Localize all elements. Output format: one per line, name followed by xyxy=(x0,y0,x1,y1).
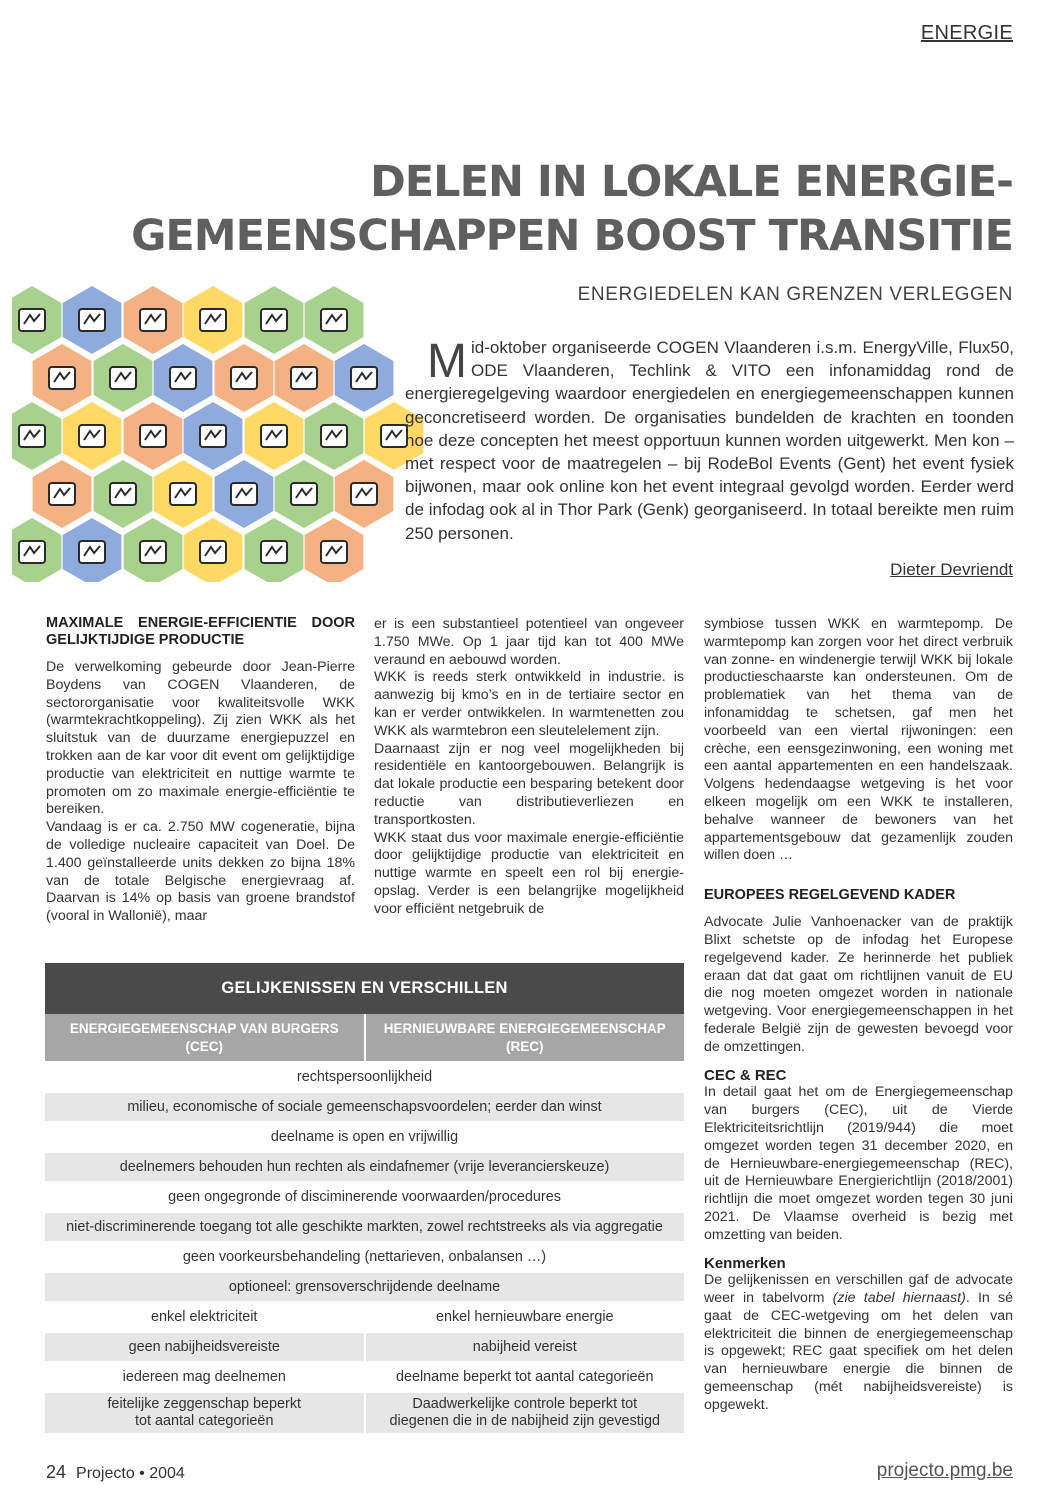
table-row-shared: rechtspersoonlijkheid xyxy=(45,1062,684,1092)
paragraph xyxy=(704,1272,1013,1414)
issue-label: Projecto • 2004 xyxy=(76,1465,185,1482)
drop-cap: M xyxy=(427,335,467,388)
title-line-2: GEMEENSCHAPPEN BOOST TRANSITIE xyxy=(131,211,1013,261)
paragraph: Daarnaast zijn er nog veel mogelijkheden bij residentiële en kantoorgebouwen. Belangrijk is dat lokale productie een besparing betekent door reductie van distributieverliezen en transportkosten. xyxy=(374,740,684,828)
office-building-icon xyxy=(275,344,334,412)
greenhouse-icon xyxy=(12,518,61,582)
heading-kenmerken: Kenmerken xyxy=(704,1254,786,1272)
paragraph: Advocate Julie Vanhoenacker van de praktijk Blixt schetste op de infodag het Europese regelgevend kader. Ze herinnerde het publiek eraan dat dat gaat om richtlijnen vanuit de EU die nog moeten omgezet worden in nationale wetgeving. Voor energiegemeenschappen in het federale België zijn de gewesten bevoegd voor de omzettingen. xyxy=(704,914,1013,1055)
refinery-icon xyxy=(94,460,153,528)
article-subtitle: ENERGIEDELEN KAN GRENZEN VERLEGGEN xyxy=(577,284,1013,305)
paragraph: WKK is reeds sterk ontwikkeld in industrie. is aanwezig bij kmo’s en in de tertiaire sector en kan er verder ontwikkelen. In warmtenetten zou WKK als warmtebron een sleutelelement zijn. xyxy=(374,669,684,739)
water-icon xyxy=(63,286,122,354)
solar-house-icon xyxy=(184,518,243,582)
ev-charging-icon xyxy=(94,344,153,412)
paragraph: WKK staat dus voor maximale energie-efficiëntie door gelijktijdige productie van elektriciteit en nuttige warmte en speelt een rol bij energie-opslag. Verder is een belangrijke mogelijkheid voor efficiënt netgebruik de xyxy=(374,829,684,917)
boiler-icon xyxy=(33,344,92,412)
column-3 xyxy=(704,616,1013,1415)
table-cell-cec: iedereen mag deelnemen xyxy=(45,1362,365,1392)
paragraph: er is een substantieel potentieel van ongeveer 1.750 MWe. Op 1 jaar tijd kan tot 400 MWe veraund en aebouwd worden. xyxy=(374,616,684,668)
battery-low-icon xyxy=(63,402,122,470)
table-row-shared: milieu, economische of sociale gemeenschapsvoordelen; eerder dan winst xyxy=(45,1092,684,1122)
title-line-1: DELEN IN LOKALE ENERGIE- xyxy=(370,157,1013,207)
house-sun-icon xyxy=(215,344,274,412)
energy-cycle-icon xyxy=(124,402,183,470)
article-title xyxy=(113,155,1013,263)
page-number: 24 xyxy=(46,1462,67,1482)
footer-url-link[interactable]: projecto.pmg.be xyxy=(876,1460,1013,1481)
text-span: . In sé gaat de CEC-wetgeving om het delen van elektriciteit die binnen de energiegemeenschap is opgewekt; REC gaat specifiek om het delen van hernieuwbare energie die binnen de gemeenschap (mét nabijheidsvereiste) is opgewekt. xyxy=(704,1290,1013,1413)
tram-icon xyxy=(275,460,334,528)
home-icon xyxy=(245,518,304,582)
radiator-icon xyxy=(305,518,364,582)
paragraph: In detail gaat het om de Energiegemeenschap van burgers (CEC), uit de Vierde Elektriciteitsrichtlijn (2019/944) die moet omgezet worden tegen 31 december 2020, en de Hernieuwbare-energiegemeenschap (REC), uit de Hernieuwbare Energierichtlijn (2018/2001) richtlijn die moet omgezet worden tegen 30 juni 2021. De Vlaamse overheid is bezig met omzetting van beiden. xyxy=(704,1084,1013,1243)
intro-paragraph xyxy=(405,336,1014,545)
factory-icon xyxy=(33,460,92,528)
table-reference: (zie tabel hiernaast) xyxy=(832,1290,966,1307)
column-header-cec: ENERGIEGEMEENSCHAP VAN BURGERS (CEC) xyxy=(45,1014,365,1062)
heading-european-framework: EUROPEES REGELGEVEND KADER xyxy=(704,887,956,904)
battery-icon xyxy=(12,286,61,354)
hexagon-icon-grid xyxy=(12,286,432,582)
table-row-shared: deelname is open en vrijwillig xyxy=(45,1122,684,1152)
author-byline: Dieter Devriendt xyxy=(890,560,1013,579)
table-row-shared: geen voorkeursbehandeling (nettarieven, onbalansen …) xyxy=(45,1242,684,1272)
solar-panel-icon xyxy=(154,344,213,412)
bolt-icon xyxy=(305,402,364,470)
wind-turbine-icon xyxy=(215,460,274,528)
bolt-icon xyxy=(184,286,243,354)
battery-icon xyxy=(63,518,122,582)
hexagon-icon-illustration xyxy=(12,286,432,582)
paragraph: Vandaag is er ca. 2.750 MW cogeneratie, bijna de volledige nucleaire capaciteit van Doel. De 1.400 geïnstalleerde units dekken zo bijna 18% van de totale Belgische energievraag af. Daarvan is 14% op basis van groene brandstof (vooral in Wallonië), maar xyxy=(46,819,355,925)
column-2 xyxy=(374,616,684,919)
table-cell-rec: deelname beperkt tot aantal categorieën xyxy=(365,1362,685,1392)
table-row-shared: geen ongegronde of disciminerende voorwaarden/procedures xyxy=(45,1182,684,1212)
shop-icon xyxy=(335,344,394,412)
comparison-table xyxy=(45,963,684,1433)
column-1 xyxy=(46,615,355,926)
footer-left xyxy=(46,1462,185,1483)
heading-efficiency: MAXIMALE ENERGIE-EFFICIENTIE DOOR GELIJKTIJDIGE PRODUCTIE xyxy=(46,615,355,648)
heading-cec-rec: CEC & REC xyxy=(704,1066,787,1084)
bank-icon xyxy=(124,286,183,354)
lightning-icon xyxy=(184,402,243,470)
table-cell-cec: geen nabijheidsvereiste xyxy=(45,1332,365,1362)
electric-car-icon xyxy=(245,402,304,470)
table-title: GELIJKENISSEN EN VERSCHILLEN xyxy=(45,963,684,1014)
paragraph: symbiose tussen WKK en warmtepomp. De warmtepomp kan zorgen voor het direct verbruik van zonne- en windenergie terwijl WKK bij lokale productieschaarste kan ondersteunen. Om de problematiek van het thema van de infonamiddag te schetsen, gaf men het voorbeeld van een viertal rijwoningen: een crèche, een eensgezinwoning, een woning met een aantal appartementen en een handelszaak. Volgens hedendaagse wetgeving is het voor elkeen mogelijk om een WKK te installeren, behalve wanneer de bewoners van het appartementsgebouw dat gezamenlijk zouden willen doen … xyxy=(704,616,1013,864)
table-row-shared: deelnemers behouden hun rechten als eindafnemer (vrije leverancierskeuze) xyxy=(45,1152,684,1182)
table-cell-rec: Daadwerkelijke controle beperkt tot diegenen die in de nabijheid zijn gevestigd xyxy=(365,1392,685,1433)
table-row-shared: optioneel: grensoverschrijdende deelname xyxy=(45,1272,684,1302)
table-cell-rec: nabijheid vereist xyxy=(365,1332,685,1362)
table-cell-cec: feitelijke zeggenschap beperkt tot aantal categorieën xyxy=(45,1392,365,1433)
paragraph: De verwelkoming gebeurde door Jean-Pierre Boydens van COGEN Vlaanderen, de sectororganisatie voor kwaliteitsvolle WKK (warmtekrachtkoppeling). Zij zien WKK als het sluitstuk van de duurzame energiepuzzel en trokken aan de kar voor dit event om gelijktijdige productie van elektriciteit en nuttige warmte te promoten om zo maximale energie-efficiëntie te bereiken. xyxy=(46,659,355,818)
intro-text: id-oktober organiseerde COGEN Vlaanderen i.s.m. EnergyVille, Flux50, ODE Vlaanderen, Techlink & VITO een infonamiddag rond de energieregelgeving waardoor energiedelen en energiegemeenschappen kunnen geconcretiseerd worden. De organisaties bundelden de krachten en toonden hoe deze concepten het meest opportuun kunnen worden uitgewerkt. Men kon – met respect voor de maatregelen – bij RodeBol Events (Gent) het event fysiek bijwonen, maar ook online kon het event integraal gevolgd worden. Eerder werd de infodag ook al in Thor Park (Genk) georganiseerd. In totaal bereikte men ruim 250 personen. xyxy=(405,338,1014,543)
car-charging-icon xyxy=(154,460,213,528)
text-span: De gelijkenissen en verschillen gaf de advocate weer in tabelvorm xyxy=(704,1272,1013,1307)
table-cell-cec: enkel elektriciteit xyxy=(45,1302,365,1332)
table-row-shared: niet-discriminerende toegang tot alle geschikte markten, zowel rechtstreeks als via aggregatie xyxy=(45,1212,684,1242)
hospital-icon xyxy=(245,286,304,354)
section-tag: ENERGIE xyxy=(920,22,1013,44)
energy-mix-icon xyxy=(305,286,364,354)
table-cell-rec: enkel hernieuwbare energie xyxy=(365,1302,685,1332)
appliances-icon xyxy=(124,518,183,582)
column-header-rec: HERNIEUWBARE ENERGIEGEMEENSCHAP (REC) xyxy=(365,1014,685,1062)
bathtub-icon xyxy=(335,460,394,528)
gas-cloud-icon xyxy=(12,402,61,470)
